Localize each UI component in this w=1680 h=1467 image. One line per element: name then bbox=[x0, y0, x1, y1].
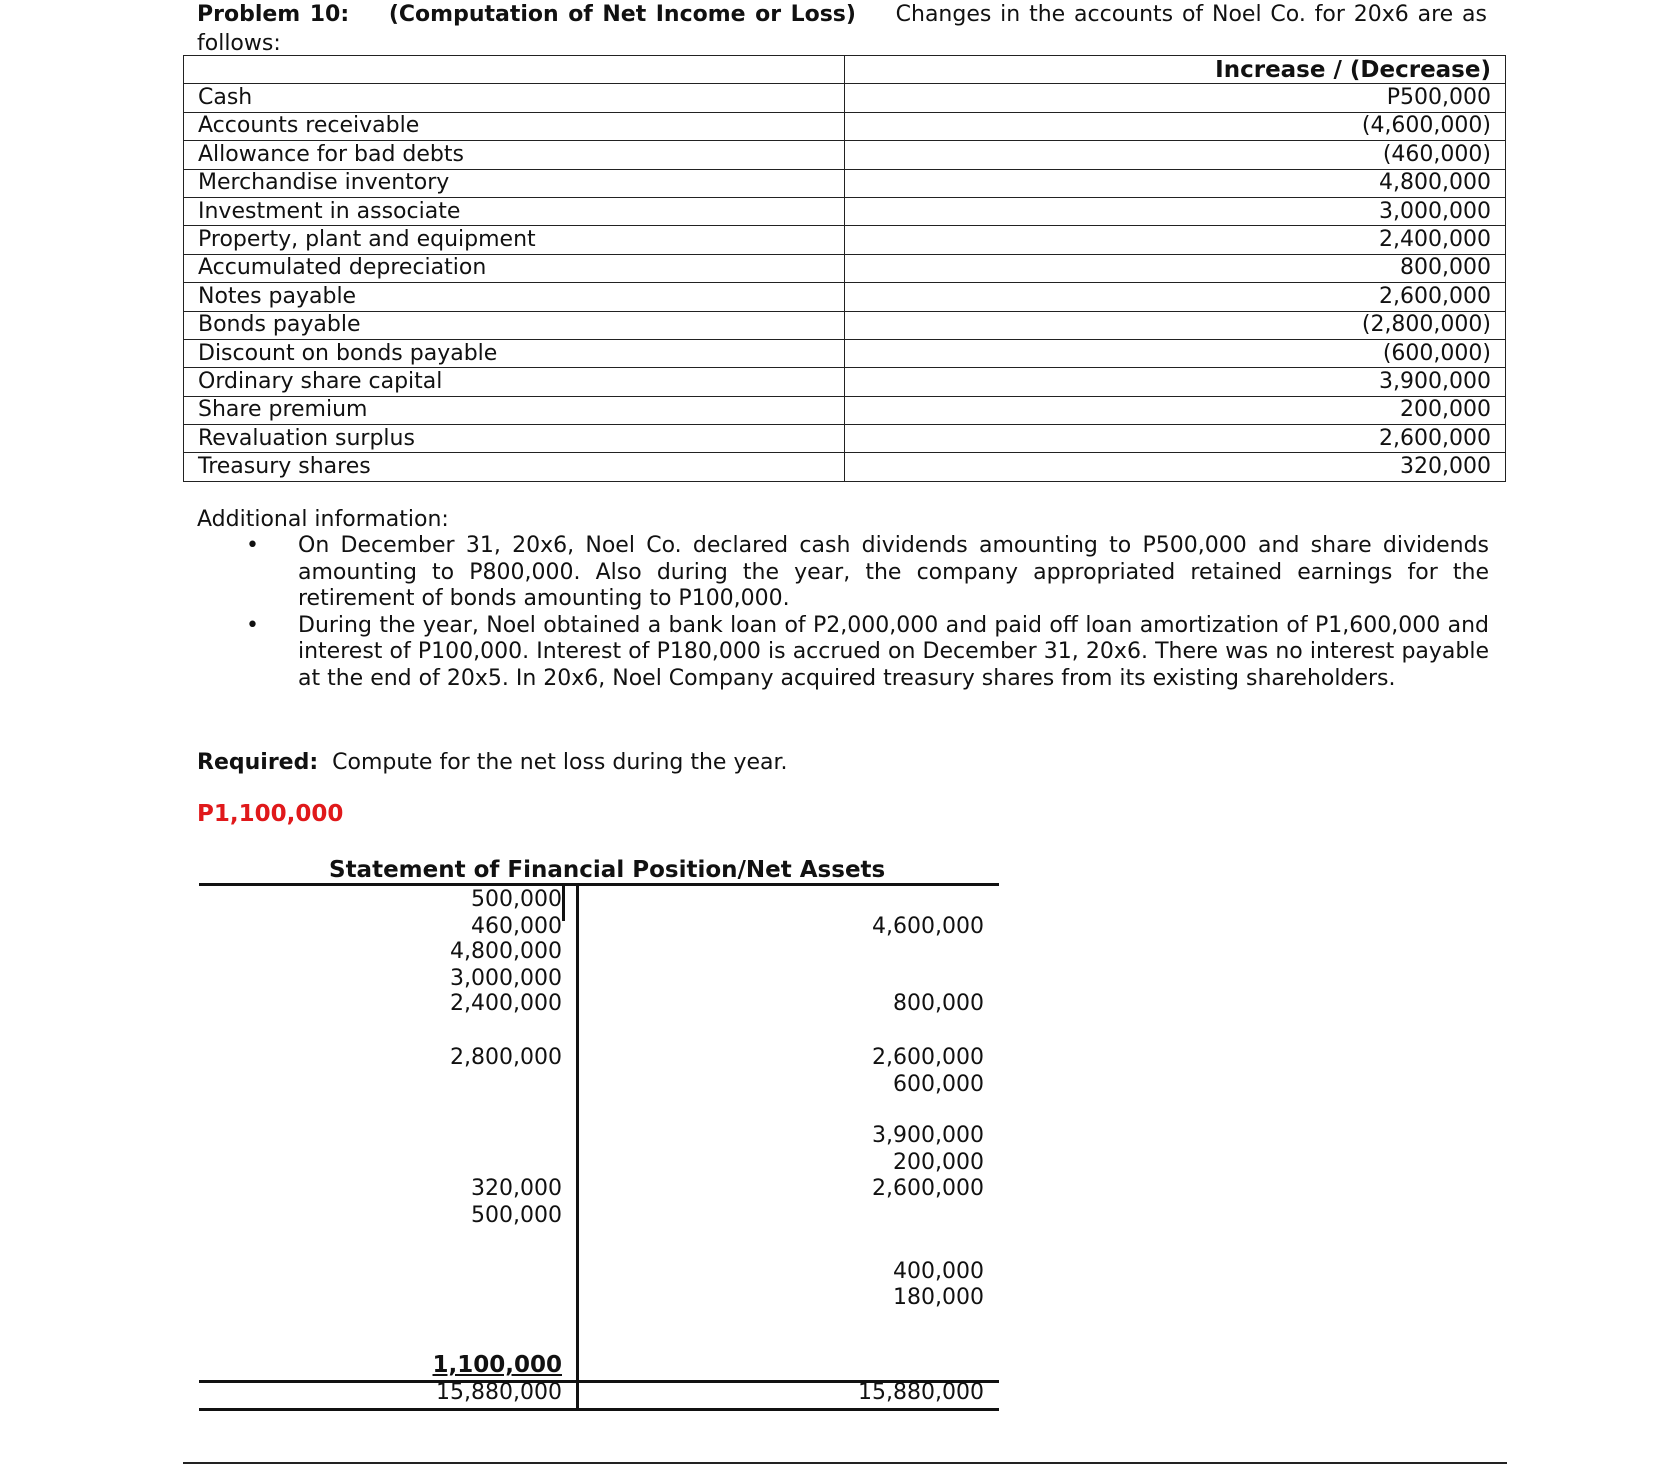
account-change: 4,800,000 bbox=[845, 169, 1506, 197]
worksheet-credit-amount: 3,900,000 bbox=[872, 1123, 984, 1148]
account-name: Merchandise inventory bbox=[184, 169, 845, 197]
account-name: Share premium bbox=[184, 396, 845, 424]
account-name: Investment in associate bbox=[184, 197, 845, 225]
account-change: (460,000) bbox=[845, 141, 1506, 169]
table-row bbox=[184, 339, 1506, 367]
account-change: 3,000,000 bbox=[845, 197, 1506, 225]
worksheet-debit-amount: 4,800,000 bbox=[450, 939, 562, 964]
account-name: Bonds payable bbox=[184, 311, 845, 339]
worksheet-debit-amount: 460,000 bbox=[471, 914, 562, 939]
problem-number: Problem 10: bbox=[197, 2, 350, 27]
table-row bbox=[184, 311, 1506, 339]
worksheet-credit-amount: 180,000 bbox=[893, 1285, 984, 1310]
account-changes-table bbox=[183, 55, 1506, 482]
account-name: Ordinary share capital bbox=[184, 368, 845, 396]
account-name: Accumulated depreciation bbox=[184, 254, 845, 282]
account-name: Accounts receivable bbox=[184, 112, 845, 140]
account-name: Revaluation surplus bbox=[184, 425, 845, 453]
required-line bbox=[197, 748, 788, 778]
additional-info-title: Additional information: bbox=[197, 507, 449, 532]
page-bottom-rule bbox=[183, 1462, 1507, 1464]
list-item-text: On December 31, 20x6, Noel Co. declared cash dividends amounting to P500,000 and share dividends amounting to P800,000. Also during the year, the company appropriated retained earnings for the retirement of bonds amounting to P100,000. bbox=[298, 533, 1489, 611]
worksheet-net-loss: 1,100,000 bbox=[432, 1352, 562, 1378]
worksheet-debit-amount: 500,000 bbox=[471, 1203, 562, 1228]
account-change: 800,000 bbox=[845, 254, 1506, 282]
worksheet-top-rule bbox=[199, 883, 999, 886]
table-header-row bbox=[184, 56, 1506, 84]
table-row bbox=[184, 254, 1506, 282]
worksheet-credit-amount: 200,000 bbox=[893, 1150, 984, 1175]
account-change: 2,400,000 bbox=[845, 226, 1506, 254]
worksheet-bottom-rule bbox=[199, 1408, 999, 1411]
problem-heading bbox=[197, 0, 1487, 58]
account-change: 200,000 bbox=[845, 396, 1506, 424]
account-change: 2,600,000 bbox=[845, 425, 1506, 453]
table-row bbox=[184, 169, 1506, 197]
table-row bbox=[184, 112, 1506, 140]
worksheet-credit-amount: 400,000 bbox=[893, 1259, 984, 1284]
problem-intro: Changes in the accounts of Noel Co. for 20x6 are as follows: bbox=[197, 2, 1487, 56]
account-change: (4,600,000) bbox=[845, 112, 1506, 140]
table-row bbox=[184, 368, 1506, 396]
account-change: P500,000 bbox=[845, 84, 1506, 112]
answer-value: P1,100,000 bbox=[197, 801, 344, 827]
worksheet-credit-amount: 600,000 bbox=[893, 1072, 984, 1097]
worksheet-debit-amount: 320,000 bbox=[471, 1176, 562, 1201]
worksheet-debit-amount: 2,400,000 bbox=[450, 991, 562, 1016]
account-change: (600,000) bbox=[845, 339, 1506, 367]
table-row bbox=[184, 425, 1506, 453]
worksheet-credit-total: 15,880,000 bbox=[858, 1380, 984, 1405]
account-name: Notes payable bbox=[184, 283, 845, 311]
account-change: (2,800,000) bbox=[845, 311, 1506, 339]
worksheet-divider-stub bbox=[562, 885, 565, 921]
account-change: 320,000 bbox=[845, 453, 1506, 481]
account-change: 3,900,000 bbox=[845, 368, 1506, 396]
column-header: Increase / (Decrease) bbox=[845, 56, 1506, 84]
list-item bbox=[236, 533, 1489, 613]
worksheet-credit-amount: 800,000 bbox=[893, 991, 984, 1016]
list-item bbox=[236, 613, 1489, 693]
worksheet-debit-amount: 3,000,000 bbox=[450, 966, 562, 991]
list-item-text: During the year, Noel obtained a bank loan of P2,000,000 and paid off loan amortization of P1,600,000 and interest of P100,000. Interest of P180,000 is accrued on December 31, 20x6. There was no interest payable at the end of 20x5. In 20x6, Noel Company acquired treasury shares from its existing shareholders. bbox=[298, 612, 1489, 691]
worksheet-debit-amount: 2,800,000 bbox=[450, 1045, 562, 1070]
table-row bbox=[184, 283, 1506, 311]
table-row bbox=[184, 453, 1506, 481]
bullet-icon: • bbox=[246, 533, 259, 558]
table-row bbox=[184, 197, 1506, 225]
additional-info-list bbox=[236, 533, 1489, 692]
account-name: Property, plant and equipment bbox=[184, 226, 845, 254]
worksheet-divider bbox=[576, 885, 579, 1409]
worksheet-debit-amount: 500,000 bbox=[471, 887, 562, 912]
table-row bbox=[184, 396, 1506, 424]
required-text: Compute for the net loss during the year. bbox=[332, 750, 788, 775]
worksheet-title: Statement of Financial Position/Net Assets bbox=[329, 857, 886, 883]
required-label: Required: bbox=[197, 750, 319, 775]
worksheet-credit-amount: 2,600,000 bbox=[872, 1045, 984, 1070]
worksheet-debit-total: 15,880,000 bbox=[436, 1380, 562, 1405]
account-name: Discount on bonds payable bbox=[184, 339, 845, 367]
table-row bbox=[184, 141, 1506, 169]
account-change: 2,600,000 bbox=[845, 283, 1506, 311]
account-name: Allowance for bad debts bbox=[184, 141, 845, 169]
worksheet-credit-amount: 4,600,000 bbox=[872, 914, 984, 939]
table-row bbox=[184, 84, 1506, 112]
bullet-icon: • bbox=[246, 612, 259, 638]
t-account-worksheet bbox=[199, 855, 999, 1415]
worksheet-credit-amount: 2,600,000 bbox=[872, 1176, 984, 1201]
table-row bbox=[184, 226, 1506, 254]
problem-topic: (Computation of Net Income or Loss) bbox=[388, 2, 856, 27]
account-name: Treasury shares bbox=[184, 453, 845, 481]
account-name: Cash bbox=[184, 84, 845, 112]
